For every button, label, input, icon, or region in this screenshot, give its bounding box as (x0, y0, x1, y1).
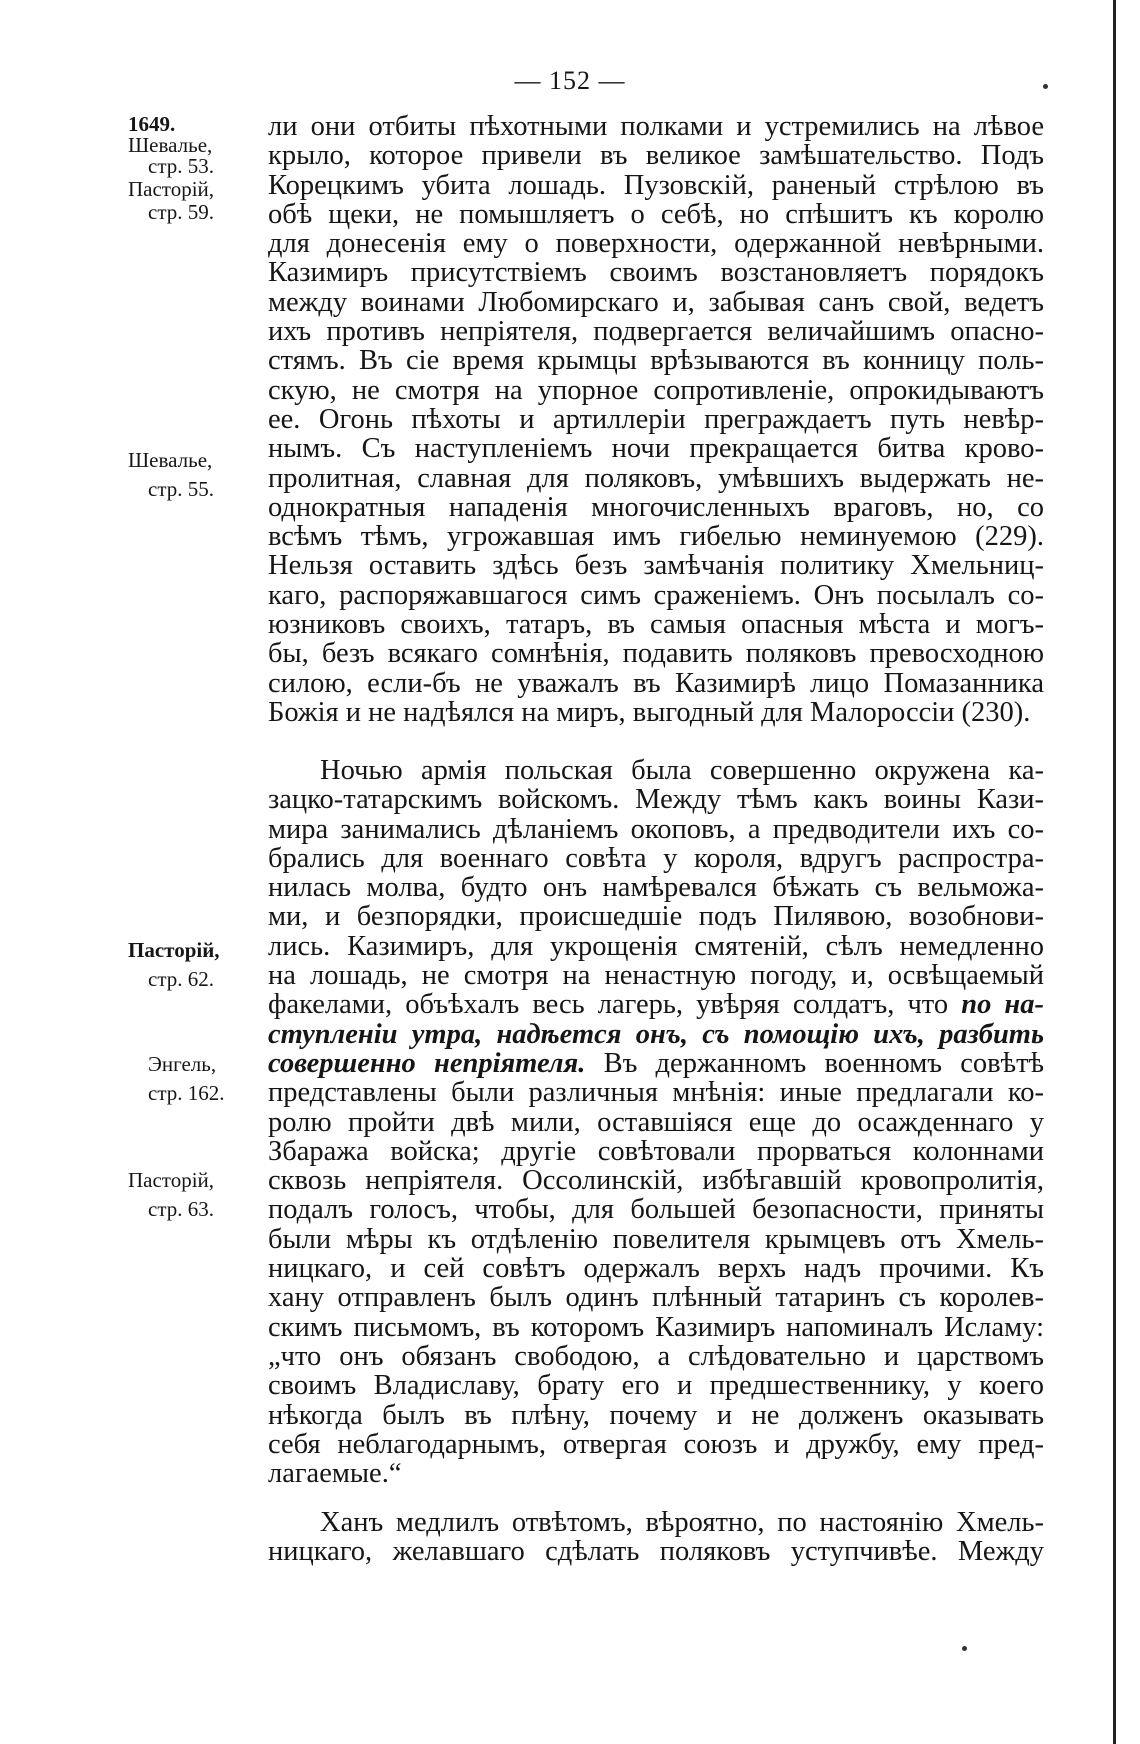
page-number: — 152 — (514, 66, 626, 95)
text-line: Ночью армія польская была совершенно окружена ка- (320, 755, 1044, 786)
text-line: брались для военнаго совѣта у короля, вдругъ распростра- (268, 842, 1044, 874)
text-line: силою, если-бъ не уважалъ въ Казимирѣ лицо Помазанника (268, 667, 1044, 699)
text-line: ницкаго, и сей совѣтъ одержалъ верхъ надъ прочими. Къ (268, 1253, 1044, 1285)
paragraph-1 (268, 112, 1044, 727)
text-line: себя неблагодарнымъ, отвергая союзъ и дружбу, ему пред- (268, 1428, 1044, 1460)
text-line: ницкаго, желавшаго сдѣлать поляковъ уступчивѣе. Между (268, 1536, 1044, 1568)
text-line: всѣмъ тѣмъ, угрожавшая имъ гибелью неминуемою (229). (268, 521, 1044, 553)
text-line: на лошадь, не смотря на ненастную погоду, и, освѣщаемый (268, 960, 1044, 992)
text-line: бы, безъ всякаго сомнѣнія, подавить поляковъ превосходною (268, 638, 1044, 670)
margin-line: 1649. (128, 112, 176, 136)
text-line: пролитная, славная для поляковъ, умѣвшихъ выдержать не- (268, 462, 1044, 494)
margin-line: Пасторій, (128, 177, 215, 201)
paragraph-2 (268, 756, 1044, 1488)
text-line: ли они отбиты пѣхотными полками и устремились на лѣвое (268, 111, 1044, 142)
text-line: нилась молва, будто онъ намѣревался бѣжать съ вельможа- (268, 872, 1044, 904)
margin-line: стр. 59. (148, 200, 215, 224)
italic-segment: по на- (961, 989, 1044, 1021)
text-segment: Въ держанномъ военномъ совѣтѣ (603, 1047, 1044, 1079)
text-line: представлены были различныя мнѣнія: иные предлагали ко- (268, 1077, 1044, 1109)
text-line: скимъ письмомъ, въ которомъ Казимиръ напоминалъ Исламу: (268, 1311, 1044, 1343)
paragraph-3 (268, 1508, 1044, 1567)
text-line: были мѣры къ отдѣленію повелителя крымцевъ отъ Хмель- (268, 1223, 1044, 1255)
text-line: Ханъ медлилъ отвѣтомъ, вѣроятно, по настоянію Хмель- (320, 1507, 1044, 1538)
italic-segment: совершенно непріятеля. (268, 1047, 586, 1079)
text-line: Нельзя оставить здѣсь безъ замѣчанія политику Хмельниц- (268, 550, 1044, 582)
text-line: ролю пройти двѣ мили, оставшіяся еще до осажденнаго у (268, 1106, 1044, 1138)
text-line: крыло, которое привели въ великое замѣшательство. Подъ (268, 140, 1044, 172)
text-line: лагаемые.“ (268, 1458, 402, 1490)
text-segment: факелами, объѣхалъ весь лагерь, увѣряя солдатъ, что (268, 989, 949, 1021)
margin-line: Шевалье, (128, 448, 213, 472)
page-edge-border (1113, 0, 1116, 1744)
text-line: для донесенія ему о поверхности, одержанной невѣрными. (268, 228, 1044, 260)
text-line-italic (268, 1020, 1044, 1049)
margin-line: Пасторій, (128, 938, 220, 962)
margin-note-4 (128, 1050, 260, 1108)
margin-note-5 (128, 1166, 260, 1224)
scan-speck (962, 1646, 967, 1651)
text-line: ихъ противъ непріятеля, подвергается величайшимъ опасно- (268, 316, 1044, 348)
text-line: Збаража войска; другіе совѣтовали прорваться колоннами (268, 1135, 1044, 1167)
text-line: ми, и безпорядки, происшедшіе подъ Пилявою, возобнови- (268, 901, 1044, 933)
text-line: однократныя нападенія многочисленныхъ враговъ, но, со (268, 491, 1044, 523)
text-line: Божія и не надѣялся на миръ, выгодный для Малороссіи (230). (268, 696, 1031, 728)
text-line: зацко-татарскимъ войскомъ. Между тѣмъ какъ воины Кази- (268, 784, 1044, 816)
margin-note-3 (128, 936, 260, 994)
margin-line: стр. 55. (148, 477, 215, 501)
text-line: подалъ голосъ, чтобы, для большей безопасности, приняты (268, 1194, 1044, 1226)
text-line: каго, распоряжавшагося симъ сраженіемъ. Онъ посылалъ со- (268, 579, 1044, 611)
text-line: лись. Казимиръ, для укрощенія смятеній, сѣлъ немедленно (268, 930, 1044, 962)
margin-note-1 (128, 110, 260, 227)
text-line: нымъ. Съ наступленіемъ ночи прекращается битва крово- (268, 433, 1044, 465)
text-line-mixed (268, 990, 1044, 1019)
text-line: обѣ щеки, не помышляетъ о себѣ, но спѣшитъ къ королю (268, 198, 1044, 230)
text-line-mixed (268, 1049, 1044, 1078)
margin-line: Шевалье, (128, 133, 213, 157)
italic-segment: ступленіи утра, надѣется онъ, съ помощію ихъ, разбить (268, 1018, 1044, 1050)
text-line: хану отправленъ былъ одинъ плѣнный татаринъ съ королев- (268, 1282, 1044, 1314)
text-line: Корецкимъ убита лошадь. Пузовскій, раненый стрѣлою въ (268, 169, 1044, 201)
text-line: своимъ Владиславу, брату его и предшественнику, у коего (268, 1370, 1044, 1402)
text-line: юзниковъ своихъ, татаръ, въ самыя опасныя мѣста и могъ- (268, 609, 1044, 641)
margin-note-2 (128, 446, 260, 504)
text-line: сквозь непріятеля. Оссолинскій, избѣгавшій кровопролитія, (268, 1165, 1044, 1197)
margin-line: стр. 62. (148, 967, 215, 991)
text-line: Казимиръ присутствіемъ своимъ возстановляетъ порядокъ (268, 257, 1044, 289)
text-line: стямъ. Въ сіе время крымцы врѣзываются въ конницу поль- (268, 345, 1044, 377)
margin-line: Энгель, (148, 1052, 217, 1076)
text-line: между воинами Любомирскаго и, забывая санъ свой, ведетъ (268, 286, 1044, 318)
margin-line: стр. 162. (148, 1081, 225, 1105)
margin-line: стр. 63. (148, 1197, 215, 1221)
margin-line: стр. 53. (148, 154, 215, 178)
text-line: „что онъ обязанъ свободою, а слѣдовательно и царствомъ (268, 1340, 1044, 1372)
text-line: нѣкогда былъ въ плѣну, почему и не долженъ оказывать (268, 1399, 1044, 1431)
text-line: мира занимались дѣланіемъ окоповъ, а предводители ихъ со- (268, 813, 1044, 845)
text-line: скую, не смотря на упорное сопротивленіе, опрокидываютъ (268, 374, 1044, 406)
margin-line: Пасторій, (128, 1168, 215, 1192)
text-line: ее. Огонь пѣхоты и артиллеріи преграждаетъ путь невѣр- (268, 403, 1044, 435)
